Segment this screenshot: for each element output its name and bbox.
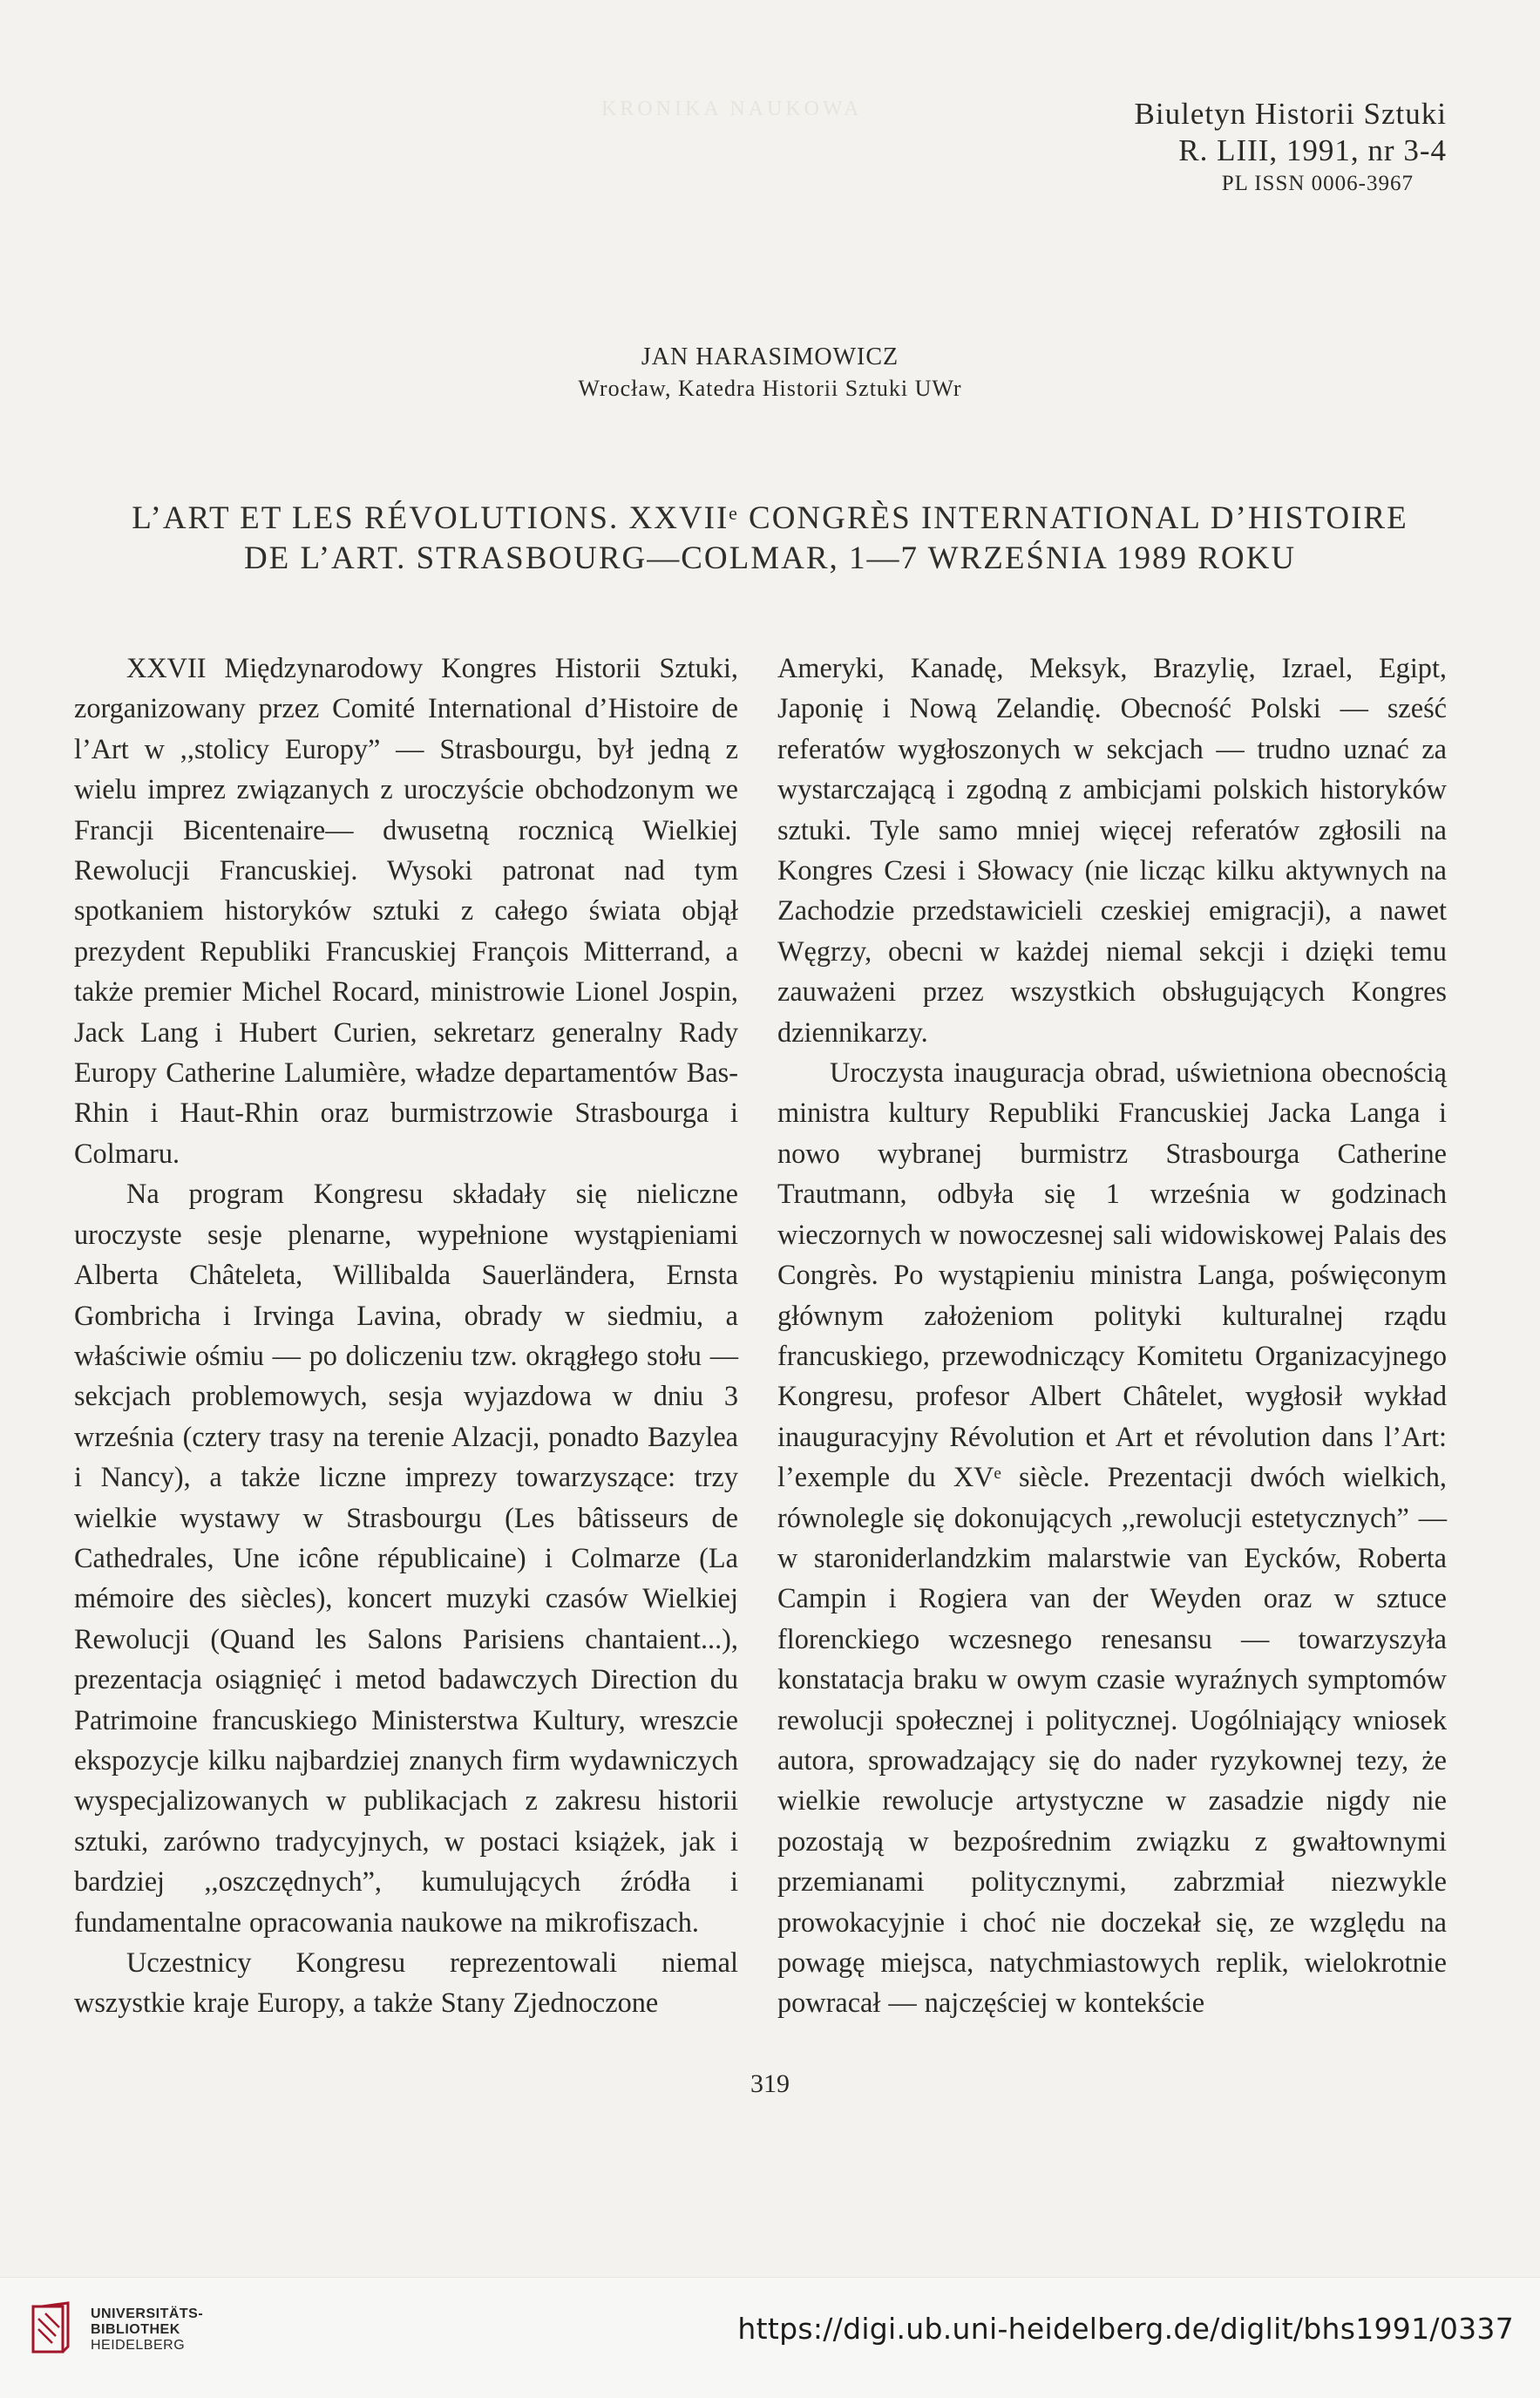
text-column-right [777, 648, 1447, 2023]
institution-line-2: BIBLIOTHEK [91, 2322, 180, 2337]
ghost-running-head: KRONIKA NAUKOWA [601, 98, 863, 120]
author-block [0, 342, 1540, 404]
journal-header [1011, 96, 1447, 199]
paragraph: Na program Kongresu składały się nieliczne uroczyste sesje plenarne, wypełnione wystąpieniami Alberta Châteleta, Willibalda Sauerländera, Ernsta Gombricha i Irvinga Lavina, obrady w siedmiu, a właściwie ośmiu — po doliczeniu tzw. okrągłego stołu — sekcjach problemowych, sesja wyjazdowa w dniu 3 września (cztery trasy na terenie Alzacji, ponadto Bazylea i Nancy), a także liczne imprezy towarzyszące: trzy wielkie wystawy w Strasbourgu (Les bâtisseurs de Cathedrales, Une icône républicaine) i Colmarze (La mémoire des siècles), koncert muzyki czasów Wielkiej Rewolucji (Quand les Salons Parisiens chantaient...), prezentacja osiągnięć i metod badawczych Direction du Patrimoine francuskiego Ministerstwa Kultury, wreszcie ekspozycje kilku najbardziej znanych firm wydawniczych wyspecjalizowanych w publikacjach z zakresu historii sztuki, zarówno tradycyjnych, w postaci książek, jak i bardziej ,,oszczędnych”, kumulujących źródła i fundamentalne opracowania naukowe na mikrofiszach. [74, 1178, 738, 1938]
ub-heidelberg-logo-icon [30, 2301, 78, 2357]
paragraph: Ameryki, Kanadę, Meksyk, Brazylię, Izrael, Egipt, Japonię i Nową Zelandię. Obecność Polski — sześć referatów wygłoszonych w sekcjach — trudno uznać za wystarczającą i zgodną z ambicjami polskich historyków sztuki. Tyle samo mniej więcej referatów zgłosili na Kongres Czesi i Słowacy (nie licząc kilku aktywnych na Zachodzie przedstawicieli czeskiej emigracji), a nawet Węgrzy, obecni w każdej niemal sekcji i dzięki temu zauważeni przez wszystkich obsługujących Kongres dziennikarzy. [777, 652, 1447, 1048]
title-line-1: L’ART ET LES RÉVOLUTIONS. XXVIIᵉ CONGRÈS INTERNATIONAL D’HISTOIRE [132, 500, 1408, 536]
institution-line-3: HEIDELBERG [91, 2338, 186, 2353]
text-column-left [74, 648, 738, 2023]
journal-volume: R. LIII, 1991, nr 3-4 [1178, 133, 1447, 167]
article-title [0, 499, 1540, 579]
paragraph: Uroczysta inauguracja obrad, uświetniona obecnością ministra kultury Republiki Francuskiej Jacka Langa i nowo wybranej burmistrz Strasbourga Catherine Trautmann, odbyła się 1 września w godzinach wieczornych w nowoczesnej sali widowiskowej Palais des Congrès. Po wystąpieniu ministra Langa, poświęconym głównym założeniom polityki kulturalnej rządu francuskiego, przewodniczący Komitetu Organizacyjnego Kongresu, profesor Albert Châtelet, wygłosił wykład inauguracyjny Révolution et Art et révolution dans l’Art: l’exemple du XVᵉ siècle. Prezentacji dwóch wielkich, równolegle się dokonujących ,,rewolucji estetycznych” — w staroniderlandzkim malarstwie van Eycków, Roberta Campin i Rogiera van der Weyden oraz w sztuce florenckiego wczesnego renesansu — towarzyszyła konstatacja braku w owym czasie wyraźnych symptomów rewolucji społecznej i politycznej. Uogólniający wniosek autora, sprowadzający się do nader ryzykownej tezy, że wielkie rewolucje artystyczne w zasadzie nigdy nie pozostają w bezpośrednim związku z gwałtownymi przemianami politycznymi, zabrzmiał niezwykle prowokacyjnie i choć nie doczekał się, ze względu na powagę miejsca, natychmiastowych replik, wielokrotnie powracał — najczęściej w kontekście [777, 1056, 1447, 2019]
permalink-url[interactable]: https://digi.ub.uni-heidelberg.de/diglit/bhs1991/0337 [737, 2312, 1514, 2346]
page-number: 319 [750, 2069, 790, 2098]
author-affiliation: Wrocław, Katedra Historii Sztuki UWr [578, 376, 962, 401]
paragraph: XXVII Międzynarodowy Kongres Historii Sztuki, zorganizowany przez Comité International d’Histoire de l’Art w ,,stolicy Europy” — Strasbourgu, był jedną z wielu imprez związanych z uroczyście obchodzonym we Francji Bicentenaire— dwusetną rocznicą Wielkiej Rewolucji Francuskiej. Wysoki patronat nad tym spotkaniem historyków sztuki z całego świata objął prezydent Republiki Francuskiej François Mitterrand, a także premier Michel Rocard, ministrowie Lionel Jospin, Jack Lang i Hubert Curien, sekretarz generalny Rady Europy Catherine Lalumière, władze departamentów Bas-Rhin i Haut-Rhin oraz burmistrzowie Strasbourga i Colmaru. [74, 652, 738, 1169]
paragraph: Uczestnicy Kongresu reprezentowali niemal wszystkie kraje Europy, a także Stany Zjednoczone [74, 1946, 738, 2019]
journal-issn: PL ISSN 0006-3967 [1221, 172, 1414, 195]
journal-title: Biuletyn Historii Sztuki [1134, 97, 1447, 131]
title-line-2: DE L’ART. STRASBOURG—COLMAR, 1—7 WRZEŚNIA 1989 ROKU [243, 540, 1297, 576]
author-name: JAN HARASIMOWICZ [641, 343, 899, 370]
institution-line-1: UNIVERSITÄTS- [91, 2306, 204, 2321]
institution-name [91, 2306, 203, 2354]
